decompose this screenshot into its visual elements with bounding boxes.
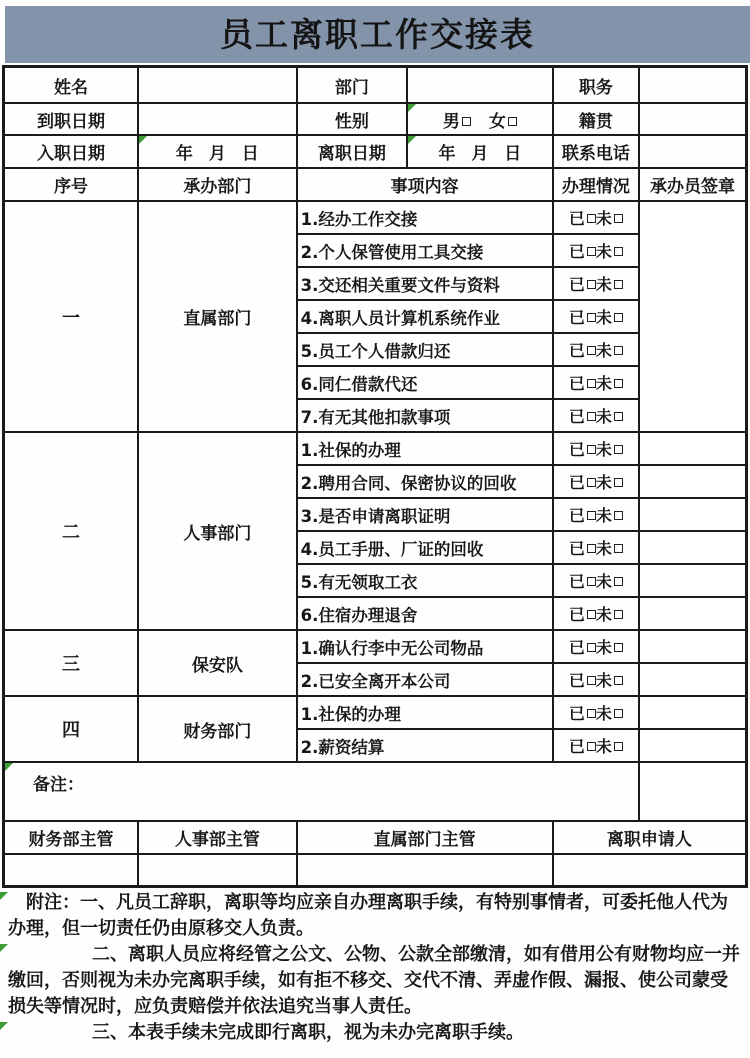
- status-cell: [553, 366, 639, 399]
- item-label: 1.确认行李中无公司物品: [297, 630, 553, 663]
- undone-checkbox[interactable]: [614, 313, 623, 322]
- status-done-label: 已: [568, 242, 585, 261]
- phone-input[interactable]: [639, 135, 746, 168]
- native-place-label: 籍贯: [553, 103, 639, 135]
- entry-date-input[interactable]: 年 月 日: [138, 135, 297, 168]
- position-label: 职务: [553, 67, 639, 104]
- done-checkbox[interactable]: [587, 577, 596, 586]
- entry-date-label: 入职日期: [4, 135, 139, 168]
- done-checkbox[interactable]: [587, 313, 596, 322]
- header-signature: 承办员签章: [639, 168, 746, 201]
- hr-supervisor-label: 人事部主管: [138, 821, 297, 854]
- arrival-date-input[interactable]: [138, 103, 297, 135]
- resign-date-label: 离职日期: [297, 135, 407, 168]
- status-undone-label: 未: [595, 737, 612, 756]
- undone-checkbox[interactable]: [614, 280, 623, 289]
- male-checkbox[interactable]: [462, 117, 471, 126]
- section-serial: 二: [4, 432, 139, 630]
- remarks-side-cell: [639, 762, 746, 821]
- done-checkbox[interactable]: [587, 643, 596, 652]
- status-done-label: 已: [568, 308, 585, 327]
- gender-value-cell: [407, 103, 553, 135]
- page-title: 员工离职工作交接表: [5, 6, 750, 63]
- section-serial: 一: [4, 201, 139, 432]
- status-undone-label: 未: [595, 704, 612, 723]
- info-row-dates: [4, 135, 747, 168]
- gender-label: 性别: [297, 103, 407, 135]
- resign-applicant-label: 离职申请人: [553, 821, 747, 854]
- section-serial: 三: [4, 630, 139, 696]
- direct-dept-supervisor-label: 直属部门主管: [297, 821, 553, 854]
- status-cell: [553, 531, 639, 564]
- status-undone-label: 未: [595, 605, 612, 624]
- item-label: 1.社保的办理: [297, 432, 553, 465]
- checklist-row: [4, 432, 747, 465]
- item-label: 2.薪资结算: [297, 729, 553, 762]
- phone-label: 联系电话: [553, 135, 639, 168]
- status-cell: [553, 696, 639, 729]
- gender-female-label: 女: [488, 111, 506, 132]
- section-dept: 人事部门: [138, 432, 297, 630]
- status-undone-label: 未: [595, 341, 612, 360]
- status-done-label: 已: [568, 572, 585, 591]
- done-checkbox[interactable]: [587, 412, 596, 421]
- status-cell: [553, 564, 639, 597]
- hr-supervisor-signature[interactable]: [138, 854, 297, 887]
- name-input[interactable]: [138, 67, 297, 104]
- section-serial: 四: [4, 696, 139, 762]
- info-row-name: [4, 67, 747, 104]
- undone-checkbox[interactable]: [614, 445, 623, 454]
- done-checkbox[interactable]: [587, 280, 596, 289]
- item-label: 1.经办工作交接: [297, 201, 553, 234]
- status-undone-label: 未: [595, 572, 612, 591]
- signature-cell[interactable]: [639, 201, 746, 432]
- finance-supervisor-signature[interactable]: [4, 854, 139, 887]
- undone-checkbox[interactable]: [614, 247, 623, 256]
- status-undone-label: 未: [595, 506, 612, 525]
- status-undone-label: 未: [595, 539, 612, 558]
- resign-applicant-signature[interactable]: [553, 854, 747, 887]
- status-done-label: 已: [568, 638, 585, 657]
- item-label: 6.同仁借款代还: [297, 366, 553, 399]
- status-cell: [553, 663, 639, 696]
- status-cell: [553, 498, 639, 531]
- footnote-1: 附注：一、凡员工辞职，离职等均应亲自办理离职手续，有特别事情者，可委托他人代为办理，但一切责任仍由原移交人负责。: [0, 890, 750, 942]
- dept-label: 部门: [297, 67, 407, 104]
- signature-cell[interactable]: [639, 696, 746, 729]
- status-cell: [553, 630, 639, 663]
- footnote-2: 二、离职人员应将经管之公文、公物、公款全部缴清，如有借用公有财物均应一并缴回，否则视为未办完离职手续，如有拒不移交、交代不清、弄虚作假、漏报、使公司蒙受损失等情况时，应负责赔偿并依法追究当事人责任。: [0, 942, 750, 1020]
- section-dept: 直属部门: [138, 201, 297, 432]
- status-cell: [553, 201, 639, 234]
- undone-checkbox[interactable]: [614, 412, 623, 421]
- signature-cell[interactable]: [639, 729, 746, 762]
- handover-form-table: [2, 65, 748, 888]
- section-dept: 财务部门: [138, 696, 297, 762]
- status-undone-label: 未: [595, 671, 612, 690]
- done-checkbox[interactable]: [587, 610, 596, 619]
- status-done-label: 已: [568, 473, 585, 492]
- status-done-label: 已: [568, 605, 585, 624]
- info-row-arrival: [4, 103, 747, 135]
- signature-cell[interactable]: [639, 564, 746, 597]
- status-undone-label: 未: [595, 473, 612, 492]
- status-done-label: 已: [568, 275, 585, 294]
- checklist-header-row: [4, 168, 747, 201]
- header-serial: 序号: [4, 168, 139, 201]
- native-place-input[interactable]: [639, 103, 746, 135]
- dept-input[interactable]: [407, 67, 553, 104]
- signature-cell[interactable]: [639, 663, 746, 696]
- signature-cell[interactable]: [639, 498, 746, 531]
- item-label: 4.离职人员计算机系统作业: [297, 300, 553, 333]
- status-undone-label: 未: [595, 209, 612, 228]
- position-input[interactable]: [639, 67, 746, 104]
- item-label: 5.有无领取工衣: [297, 564, 553, 597]
- item-label: 4.员工手册、厂证的回收: [297, 531, 553, 564]
- status-done-label: 已: [568, 506, 585, 525]
- signature-cell[interactable]: [639, 531, 746, 564]
- undone-checkbox[interactable]: [614, 742, 623, 751]
- undone-checkbox[interactable]: [614, 214, 623, 223]
- status-cell: [553, 333, 639, 366]
- item-label: 2.个人保管使用工具交接: [297, 234, 553, 267]
- signature-cell[interactable]: [639, 465, 746, 498]
- resign-date-input[interactable]: 年 月 日: [407, 135, 553, 168]
- done-checkbox[interactable]: [587, 511, 596, 520]
- status-cell: [553, 267, 639, 300]
- status-done-label: 已: [568, 341, 585, 360]
- done-checkbox[interactable]: [587, 214, 596, 223]
- status-done-label: 已: [568, 374, 585, 393]
- arrival-date-label: 到职日期: [4, 103, 139, 135]
- done-checkbox[interactable]: [587, 742, 596, 751]
- checklist-row: [4, 630, 747, 663]
- status-cell: [553, 597, 639, 630]
- signoff-header-row: [4, 821, 747, 854]
- status-cell: [553, 399, 639, 432]
- status-cell: [553, 432, 639, 465]
- status-done-label: 已: [568, 440, 585, 459]
- status-cell: [553, 234, 639, 267]
- status-done-label: 已: [568, 407, 585, 426]
- signature-cell[interactable]: [639, 597, 746, 630]
- item-label: 1.社保的办理: [297, 696, 553, 729]
- done-checkbox[interactable]: [587, 709, 596, 718]
- checklist-row: [4, 696, 747, 729]
- undone-checkbox[interactable]: [614, 478, 623, 487]
- status-done-label: 已: [568, 671, 585, 690]
- done-checkbox[interactable]: [587, 544, 596, 553]
- signoff-signature-row: [4, 854, 747, 887]
- done-checkbox[interactable]: [587, 346, 596, 355]
- status-done-label: 已: [568, 704, 585, 723]
- undone-checkbox[interactable]: [614, 709, 623, 718]
- gender-male-label: 男: [442, 111, 460, 132]
- undone-checkbox[interactable]: [614, 643, 623, 652]
- item-label: 6.住宿办理退舍: [297, 597, 553, 630]
- item-label: 7.有无其他扣款事项: [297, 399, 553, 432]
- checklist-row: [4, 201, 747, 234]
- undone-checkbox[interactable]: [614, 379, 623, 388]
- section-dept: 保安队: [138, 630, 297, 696]
- item-label: 3.是否申请离职证明: [297, 498, 553, 531]
- done-checkbox[interactable]: [587, 445, 596, 454]
- finance-supervisor-label: 财务部主管: [4, 821, 139, 854]
- footnotes: [0, 890, 750, 1046]
- status-done-label: 已: [568, 539, 585, 558]
- item-label: 2.已安全离开本公司: [297, 663, 553, 696]
- header-dept: 承办部门: [138, 168, 297, 201]
- signature-cell[interactable]: [639, 630, 746, 663]
- header-item: 事项内容: [297, 168, 553, 201]
- footnote-3: 三、本表手续未完成即行离职，视为未办完离职手续。: [0, 1020, 750, 1046]
- remarks-row: [4, 762, 747, 821]
- item-label: 5.员工个人借款归还: [297, 333, 553, 366]
- done-checkbox[interactable]: [587, 247, 596, 256]
- status-done-label: 已: [568, 209, 585, 228]
- status-undone-label: 未: [595, 275, 612, 294]
- remarks-cell[interactable]: 备注：: [4, 762, 640, 821]
- status-cell: [553, 729, 639, 762]
- done-checkbox[interactable]: [587, 676, 596, 685]
- status-undone-label: 未: [595, 638, 612, 657]
- status-cell: [553, 300, 639, 333]
- header-status: 办理情况: [553, 168, 639, 201]
- female-checkbox[interactable]: [508, 117, 517, 126]
- direct-dept-supervisor-signature[interactable]: [297, 854, 553, 887]
- undone-checkbox[interactable]: [614, 544, 623, 553]
- signature-cell[interactable]: [639, 432, 746, 465]
- name-label: 姓名: [4, 67, 139, 104]
- done-checkbox[interactable]: [587, 379, 596, 388]
- undone-checkbox[interactable]: [614, 511, 623, 520]
- status-done-label: 已: [568, 737, 585, 756]
- item-label: 2.聘用合同、保密协议的回收: [297, 465, 553, 498]
- item-label: 3.交还相关重要文件与资料: [297, 267, 553, 300]
- undone-checkbox[interactable]: [614, 676, 623, 685]
- status-undone-label: 未: [595, 242, 612, 261]
- status-cell: [553, 465, 639, 498]
- status-undone-label: 未: [595, 407, 612, 426]
- status-undone-label: 未: [595, 308, 612, 327]
- status-undone-label: 未: [595, 440, 612, 459]
- undone-checkbox[interactable]: [614, 610, 623, 619]
- status-undone-label: 未: [595, 374, 612, 393]
- undone-checkbox[interactable]: [614, 346, 623, 355]
- done-checkbox[interactable]: [587, 478, 596, 487]
- undone-checkbox[interactable]: [614, 577, 623, 586]
